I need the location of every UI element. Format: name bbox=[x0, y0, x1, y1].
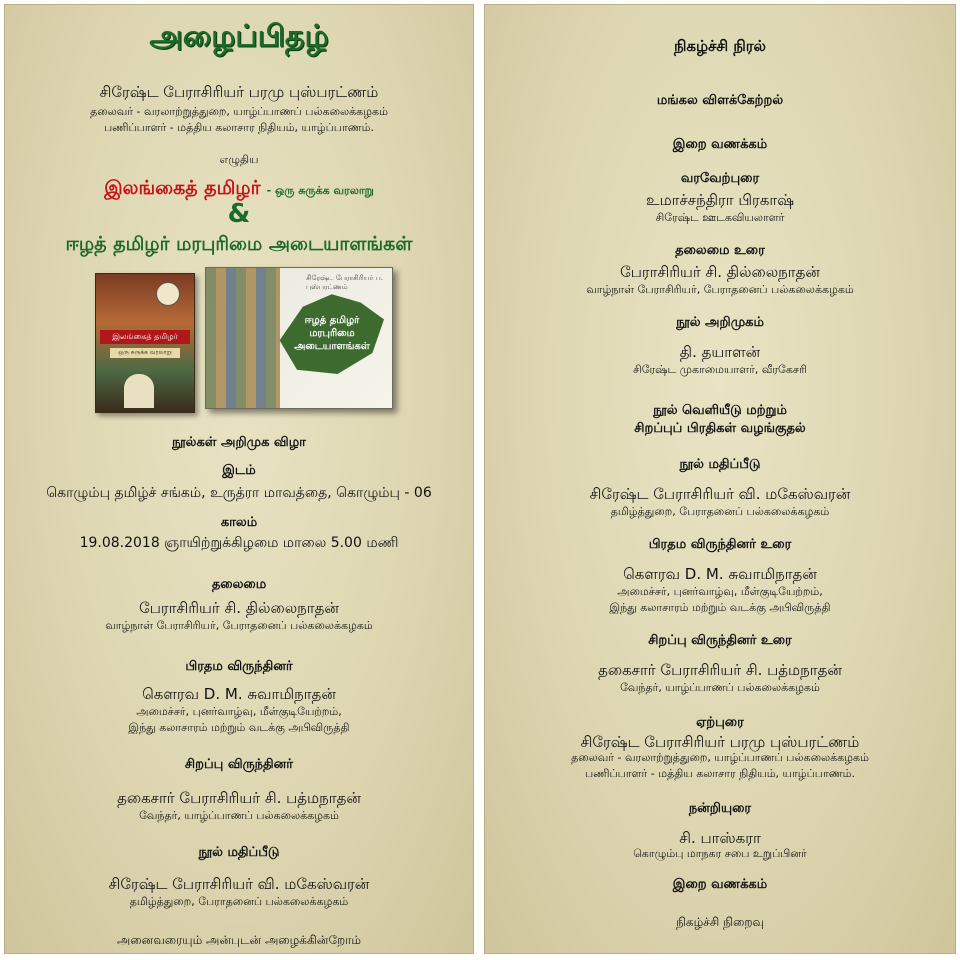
response-name: சிரேஷ்ட பேராசிரியர் பரமு புஸ்பரட்ணம் bbox=[580, 733, 860, 751]
author-name: சிரேஷ்ட பேராசிரியர் பரமு புஸ்பரட்ணம் bbox=[99, 83, 379, 101]
response-heading: ஏற்புரை bbox=[696, 715, 744, 730]
written-by-label: எழுதிய bbox=[219, 153, 259, 166]
special-speech-name: தகைசார் பேராசிரியர் சி. பத்மநாதன் bbox=[598, 661, 842, 679]
review-heading: நூல் மதிப்பீடு bbox=[198, 845, 280, 860]
chief-speech-role-1: அமைச்சர், புனர்வாழ்வு, மீள்குடியேற்றம், bbox=[617, 585, 823, 598]
book2-cover-title: ஈழத் தமிழர் மரபுரிமை அடையாளங்கள் bbox=[294, 315, 370, 352]
chief-guest-role-2: இந்து கலாசாரம் மற்றும் வடக்கு அபிவிருத்தி bbox=[128, 721, 350, 734]
welcome-role: சிரேஷ்ட ஊடகவியலாளர் bbox=[655, 211, 785, 224]
book2-cover bbox=[205, 267, 393, 409]
intro-heading: நூல் அறிமுகம் bbox=[676, 315, 764, 330]
chief-guest-heading: பிரதம விருந்தினர் bbox=[185, 659, 293, 674]
invitation-title: அழைப்பிதழ் bbox=[149, 19, 329, 54]
book1-title-main: இலங்கைத் தமிழர் bbox=[104, 177, 261, 199]
author-role-2: பணிப்பாளர் - மத்திய கலாசார நிதியம், யாழ்ப்பாணம். bbox=[103, 121, 375, 134]
special-guest-role: வேந்தர், யாழ்ப்பாணப் பல்கலைக்கழகம் bbox=[139, 809, 339, 822]
book1-cover-subtitle: ஒரு சுருக்க வரலாறு bbox=[110, 348, 180, 358]
release-heading-2: சிறப்புப் பிரதிகள் வழங்குதல் bbox=[634, 421, 806, 436]
closing-line: அனைவரையும் அன்புடன் அழைக்கின்றோம் bbox=[116, 933, 362, 947]
venue-text: கொழும்பு தமிழ்ச் சங்கம், உருத்ரா மாவத்தை, கொழும்பு - 06 bbox=[46, 485, 432, 501]
time-heading: காலம் bbox=[220, 515, 258, 530]
book2-cover-author: சிரேஷ்ட பேராசிரியர் ப. புஸ்பரட்ணம் bbox=[306, 274, 383, 291]
welcome-name: உமாச்சந்திரா பிரகாஷ் bbox=[645, 191, 795, 209]
intro-name: தி. தயாளன் bbox=[679, 343, 761, 361]
chair-heading: தலைமை bbox=[211, 577, 267, 592]
chair-speech-name: பேராசிரியர் சி. தில்லைநாதன் bbox=[620, 263, 820, 281]
special-speech-role: வேந்தர், யாழ்ப்பாணப் பல்கலைக்கழகம் bbox=[620, 681, 820, 694]
special-guest-heading: சிறப்பு விருந்தினர் bbox=[184, 757, 294, 772]
chair-speech-heading: தலைமை உரை bbox=[675, 243, 765, 258]
book1-title-sub: - ஒரு சுருக்க வரலாறு bbox=[266, 184, 374, 197]
review-name: சிரேஷ்ட பேராசிரியர் வி. மகேஸ்வரன் bbox=[589, 485, 851, 503]
chair-name: பேராசிரியர் சி. தில்லைநாதன் bbox=[139, 599, 339, 617]
review-role: தமிழ்த்துறை, பேராதனைப் பல்கலைக்கழகம் bbox=[129, 895, 349, 908]
time-text: 19.08.2018 ஞாயிற்றுக்கிழமை மாலை 5.00 மணி bbox=[79, 535, 399, 551]
event-name: நூல்கள் அறிமுக விழா bbox=[172, 435, 306, 450]
ampersand: & bbox=[227, 199, 251, 229]
arch-gate-icon bbox=[124, 374, 154, 408]
chief-guest-name: கௌரவ D. M. சுவாமிநாதன் bbox=[142, 685, 336, 703]
book-covers-image bbox=[93, 267, 393, 413]
book1-cover-title: இலங்கைத் தமிழர் bbox=[100, 330, 190, 344]
chief-speech-heading: பிரதம விருந்தினர் உரை bbox=[648, 537, 792, 552]
release-heading-1: நூல் வெளியீடு மற்றும் bbox=[653, 403, 787, 418]
review-heading: நூல் மதிப்பீடு bbox=[679, 457, 761, 472]
invitation-panel bbox=[4, 4, 474, 954]
book2-title: ஈழத் தமிழர் மரபுரிமை அடையாளங்கள் bbox=[65, 233, 413, 255]
programme-title: நிகழ்ச்சி நிரல் bbox=[674, 37, 766, 55]
intro-role: சிரேஷ்ட முகாமையாளர், வீரகேசரி bbox=[633, 363, 807, 376]
review-role: தமிழ்த்துறை, பேராதனைப் பல்கலைக்கழகம் bbox=[610, 505, 830, 518]
chief-guest-role-1: அமைச்சர், புனர்வாழ்வு, மீள்குடியேற்றம், bbox=[136, 705, 342, 718]
clock-tower-icon bbox=[156, 282, 180, 306]
author-role-1: தலைவர் - வரலாற்றுத்துறை, யாழ்ப்பாணப் பல்கலைக்கழகம் bbox=[90, 105, 388, 118]
review-name: சிரேஷ்ட பேராசிரியர் வி. மகேஸ்வரன் bbox=[108, 875, 370, 893]
special-guest-name: தகைசார் பேராசிரியர் சி. பத்மநாதன் bbox=[117, 789, 361, 807]
response-role-2: பணிப்பாளர் - மத்திய கலாசார நிதியம், யாழ்ப்பாணம். bbox=[584, 767, 856, 780]
book1-cover bbox=[95, 273, 195, 413]
response-role-1: தலைவர் - வரலாற்றுத்துறை, யாழ்ப்பாணப் பல்கலைக்கழகம் bbox=[571, 751, 869, 764]
prayer: இறை வணக்கம் bbox=[672, 137, 768, 152]
chair-speech-role: வாழ்நாள் பேராசிரியர், பேராதனைப் பல்கலைக்கழகம் bbox=[586, 283, 854, 296]
venue-heading: இடம் bbox=[222, 463, 256, 478]
programme-end: நிகழ்ச்சி நிறைவு bbox=[675, 915, 765, 929]
chief-speech-name: கௌரவ D. M. சுவாமிநாதன் bbox=[623, 565, 817, 583]
closing-prayer: இறை வணக்கம் bbox=[672, 877, 768, 892]
special-speech-heading: சிறப்பு விருந்தினர் உரை bbox=[648, 633, 792, 648]
programme-panel bbox=[484, 4, 956, 954]
welcome-heading: வரவேற்புரை bbox=[680, 171, 760, 186]
thanks-heading: நன்றியுரை bbox=[688, 801, 752, 816]
thanks-name: சி. பாஸ்கரா bbox=[679, 829, 761, 847]
chief-speech-role-2: இந்து கலாசாரம் மற்றும் வடக்கு அபிவிருத்தி bbox=[609, 601, 831, 614]
photo-collage bbox=[206, 268, 280, 408]
thanks-role: கொழும்பு மாநகர சபை உறுப்பினர் bbox=[633, 847, 807, 860]
lamp-lighting: மங்கல விளக்கேற்றல் bbox=[656, 93, 784, 108]
chair-role: வாழ்நாள் பேராசிரியர், பேராதனைப் பல்கலைக்கழகம் bbox=[105, 619, 373, 632]
